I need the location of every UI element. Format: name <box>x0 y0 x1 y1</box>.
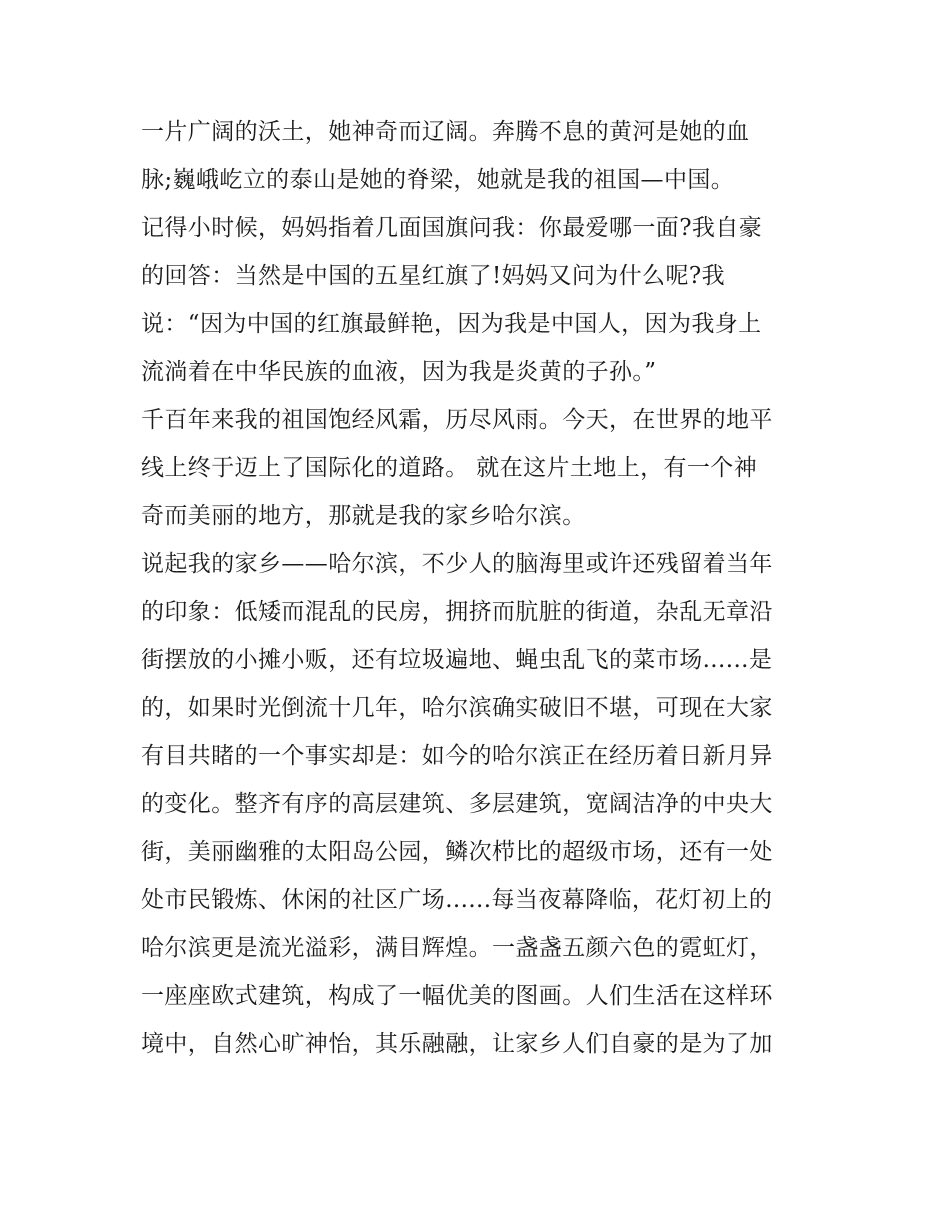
text-line-10: 说起我的家乡——哈尔滨，不少人的脑海里或许还残留着当年 <box>141 551 773 577</box>
text-line-15: 的变化。整齐有序的高层建筑、多层建筑，宽阔洁净的中央大 <box>141 791 773 817</box>
text-line-12: 街摆放的小摊小贩，还有垃圾遍地、蝇虫乱飞的菜市场......是 <box>141 647 773 673</box>
text-line-8: 线上终于迈上了国际化的道路。 就在这片土地上，有一个神 <box>141 455 758 481</box>
text-line-6: 流淌着在中华民族的血液，因为我是炎黄的子孙。” <box>141 359 657 385</box>
text-line-9: 奇而美丽的地方，那就是我的家乡哈尔滨。 <box>141 503 586 529</box>
text-line-14: 有目共睹的一个事实却是：如今的哈尔滨正在经历着日新月异 <box>141 743 773 769</box>
text-line-19: 一座座欧式建筑，构成了一幅优美的图画。人们生活在这样环 <box>141 983 773 1009</box>
text-line-17: 处市民锻炼、休闲的社区广场......每当夜幕降临，花灯初上的 <box>141 887 773 913</box>
text-line-1: 一片广阔的沃土，她神奇而辽阔。奔腾不息的黄河是她的血 <box>141 119 750 145</box>
text-line-18: 哈尔滨更是流光溢彩，满目辉煌。一盏盏五颜六色的霓虹灯， <box>141 935 773 961</box>
text-line-5: 说：“因为中国的红旗最鲜艳，因为我是中国人，因为我身上 <box>141 311 762 337</box>
text-line-4: 的回答：当然是中国的五星红旗了!妈妈又问为什么呢?我 <box>141 263 725 289</box>
text-line-13: 的，如果时光倒流十几年，哈尔滨确实破旧不堪，可现在大家 <box>141 695 773 721</box>
text-line-20: 境中，自然心旷神怡，其乐融融，让家乡人们自豪的是为了加 <box>141 1031 773 1057</box>
text-line-3: 记得小时候，妈妈指着几面国旗问我：你最爱哪一面?我自豪 <box>141 215 763 241</box>
text-line-11: 的印象：低矮而混乱的民房，拥挤而肮脏的街道，杂乱无章沿 <box>141 599 773 625</box>
text-line-2: 脉;巍峨屹立的泰山是她的脊梁，她就是我的祖国—中国。 <box>141 167 735 193</box>
text-line-16: 街，美丽幽雅的太阳岛公园，鳞次栉比的超级市场，还有一处 <box>141 839 773 865</box>
text-line-7: 千百年来我的祖国饱经风霜，历尽风雨。今天，在世界的地平 <box>141 407 773 433</box>
essay-text <box>141 108 821 1068</box>
